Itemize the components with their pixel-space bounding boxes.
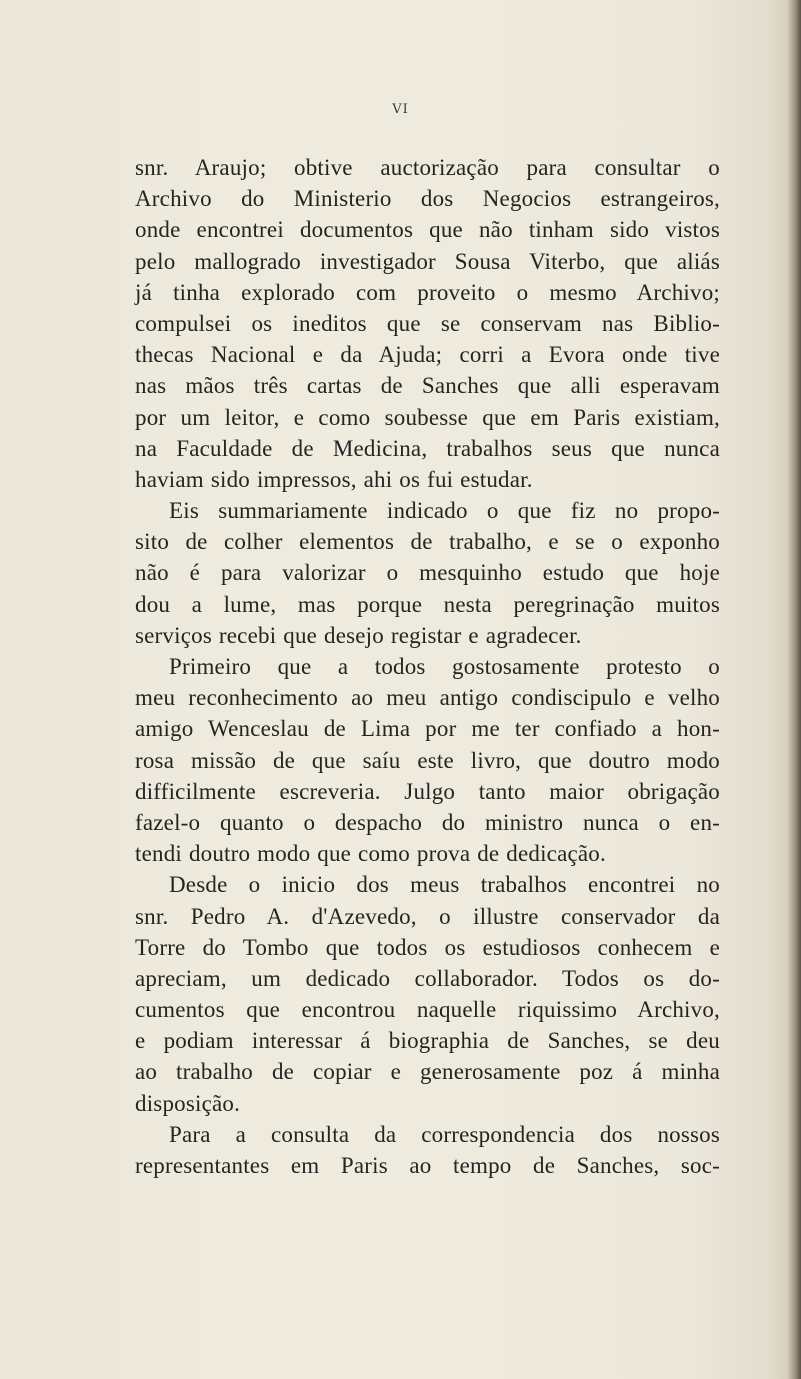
- text-line: apreciam, um dedicado collaborador. Todos os do-: [135, 965, 720, 991]
- text-line: representantes em Paris ao tempo de Sanches, soc-: [135, 1153, 720, 1178]
- paragraph-start-line: Desde o inicio dos meus trabalhos encontrei no: [169, 872, 720, 898]
- body-text: [135, 152, 720, 1181]
- paragraph-end-line: serviços recebi que desejo registar e agradecer.: [135, 622, 582, 648]
- text-line: thecas Nacional e da Ajuda; corri a Evora onde tive: [135, 342, 720, 368]
- text-line: difficilmente escreveria. Julgo tanto maior obrigação: [135, 778, 720, 804]
- paragraph-start-line: Para a consulta da correspondencia dos nossos: [169, 1121, 720, 1147]
- text-line: fazel-o quanto o despacho do ministro nunca o en-: [135, 809, 720, 835]
- paragraph-end-line: disposição.: [135, 1090, 241, 1116]
- text-line: pelo mallogrado investigador Sousa Viterbo, que aliás: [135, 248, 720, 274]
- text-line: dou a lume, mas porque nesta peregrinação muitos: [135, 591, 720, 617]
- text-line: sito de colher elementos de trabalho, e se o exponho: [135, 529, 720, 555]
- text-line: meu reconhecimento ao meu antigo condiscipulo e velho: [135, 685, 720, 711]
- text-line: Archivo do Ministerio dos Negocios estrangeiros,: [135, 186, 720, 212]
- text-line: cumentos que encontrou naquelle riquissimo Archivo,: [135, 997, 720, 1023]
- text-line: compulsei os ineditos que se conservam nas Biblio-: [135, 310, 720, 336]
- text-line: por um leitor, e como soubesse que em Paris existiam,: [135, 404, 720, 430]
- text-line: não é para valorizar o mesquinho estudo que hoje: [135, 560, 720, 586]
- text-line: Torre do Tombo que todos os estudiosos conhecem e: [135, 934, 720, 960]
- text-line: rosa missão de que saíu este livro, que doutro modo: [135, 747, 720, 773]
- text-line: snr. Araujo; obtive auctorização para consultar o: [135, 155, 720, 180]
- text-line: ao trabalho de copiar e generosamente poz á minha: [135, 1059, 720, 1085]
- page-edge-shadow: [787, 0, 801, 1379]
- text-line: e podiam interessar á biographia de Sanches, se deu: [135, 1028, 720, 1054]
- text-line: onde encontrei documentos que não tinham sido vistos: [135, 217, 720, 243]
- paragraph-start-line: Eis summariamente indicado o que fiz no propo-: [169, 498, 720, 524]
- paragraph-end-line: tendi doutro modo que como prova de dedicação.: [135, 841, 606, 867]
- text-line: amigo Wenceslau de Lima por me ter confiado a hon-: [135, 716, 720, 742]
- text-line: na Faculdade de Medicina, trabalhos seus que nunca: [135, 435, 720, 461]
- paragraph-end-line: haviam sido impressos, ahi os fui estudar.: [135, 466, 533, 492]
- text-line: snr. Pedro A. d'Azevedo, o illustre conservador da: [135, 903, 720, 929]
- text-line: já tinha explorado com proveito o mesmo Archivo;: [135, 279, 720, 305]
- page-number: VI: [392, 102, 409, 117]
- paragraph-start-line: Primeiro que a todos gostosamente protesto o: [169, 654, 720, 679]
- text-line: nas mãos três cartas de Sanches que alli esperavam: [135, 373, 720, 399]
